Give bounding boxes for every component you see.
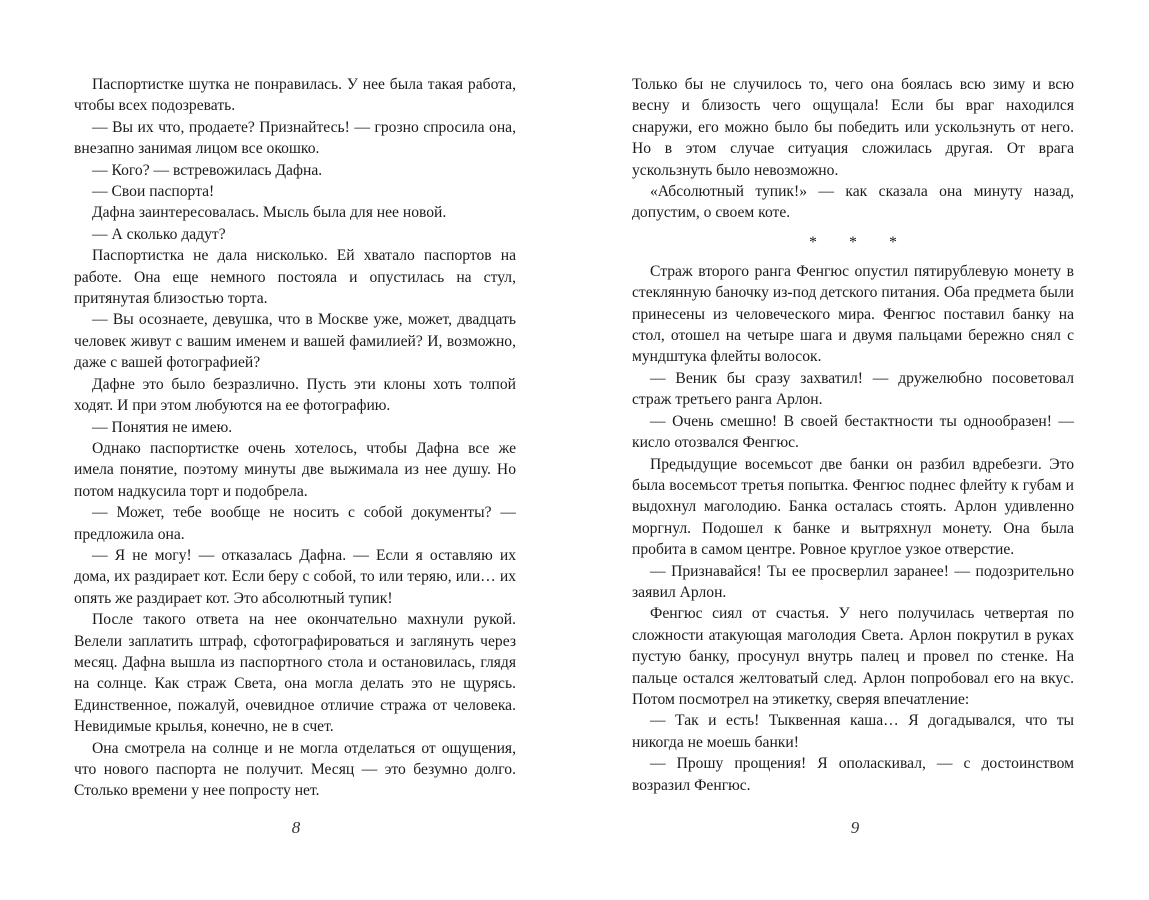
paragraph: Паспортистка не дала нисколько. Ей хватало паспортов на работе. Она еще немного постояла и опустилась на стул, притянутая близостью торта. [74, 247, 516, 308]
paragraph: — Вы осознаете, девушка, что в Москве уже, может, двадцать человек живут с вашим именем и вашей фамилией? И, возможно, даже с вашей фотографией? [74, 311, 516, 372]
paragraph: — Так и есть! Тыквенная каша… Я догадывался, что ты никогда не моешь банки! [632, 712, 1074, 751]
paragraph: — Признавайся! Ты ее просверлил заранее! — подозрительно заявил Арлон. [632, 562, 1074, 601]
paragraph: Предыдущие восемьсот две банки он разбил вдребезги. Это была восемьсот третья попытка. Фенгюс поднес флейту к губам и выдохнул маголодию. Банка осталась стоять. Арлон удивленно моргнул. Подошел к банке и вытряхнул монету. Она была пробита в самом центре. Ровное круглое узкое отверстие. [632, 455, 1074, 559]
paragraph: — Кого? — встревожилась Дафна. [92, 161, 323, 179]
paragraph: — Очень смешно! В своей бестактности ты однообразен! — кисло отозвался Фенгюс. [632, 412, 1074, 452]
paragraph: — Вы их что, продаете? Признайтесь! — грозно спросила она, внезапно занимая лицом все окошко. [74, 118, 516, 158]
paragraph: Страж второго ранга Фенгюс опустил пятирублевую монету в стеклянную баночку из-под детского питания. Оба предмета были принесены из человеческого мира. Фенгюс поставил банку на стол, отошел на четыре шага и двумя пальцами бережно снял с мундштука флейты волосок. [632, 262, 1074, 366]
left-page [74, 74, 516, 802]
paragraph: Однако паспортистке очень хотелось, чтобы Дафна все же имела понятие, поэтому минуты две выжимала из нее душу. Но потом надкусила торт и подобрела. [74, 439, 516, 500]
right-page [632, 74, 1074, 796]
page-number: 8 [291, 818, 301, 837]
paragraph: Дафна заинтересовалась. Мысль была для нее новой. [92, 204, 447, 222]
paragraph: — Веник бы сразу захватил! — дружелюбно посоветовал страж третьего ранга Арлон. [632, 369, 1074, 409]
continued-paragraph: Только бы не случилось то, чего она боялась всю зиму и всю весну и близость чего ощущала! Если бы враг находился снаружи, его можно было бы победить или ускользнуть от него. Но в этом случае ситуация сложилась другая. От врага ускользнуть было невозможно. [632, 76, 1074, 179]
paragraph: — Свои паспорта! [92, 183, 215, 201]
paragraph: Дафне это было безразлично. Пусть эти клоны хоть толпой ходят. И при этом любуются на ее фотографию. [74, 375, 516, 415]
paragraph: Паспортистке шутка не понравилась. У нее была такая работа, чтобы всех подозревать. [74, 76, 516, 115]
paragraph: — Может, тебе вообще не носить с собой документы? — предложила она. [74, 504, 516, 543]
paragraph: — Понятия не имею. [92, 418, 233, 436]
page-number: 9 [850, 818, 860, 837]
paragraph: Она смотрела на солнце и не могла отделаться от ощущения, что нового паспорта не получит. Месяц — это безумно долго. Столько времени у нее попросту нет. [74, 739, 516, 800]
paragraph: — Я не могу! — отказалась Дафна. — Если я оставляю их дома, их раздирает кот. Если беру с собой, то или теряю, или… их опять же раздирает кот. Это абсолютный тупик! [74, 546, 516, 607]
paragraph: После такого ответа на нее окончательно махнули рукой. Велели заплатить штраф, сфотографироваться и заглянуть через месяц. Дафна вышла из паспортного стола и остановилась, глядя на солнце. Как страж Света, она могла делать это не щурясь. Единственное, пожалуй, очевидное отличие стража от человека. Невидимые крылья, конечно, не в счет. [74, 611, 516, 736]
paragraph: «Абсолютный тупик!» — как сказала она минуту назад, допустим, о своем коте. [632, 183, 1074, 222]
section-break: * * * [809, 233, 911, 251]
paragraph: — А сколько дадут? [92, 225, 226, 243]
paragraph: Фенгюс сиял от счастья. У него получилась четвертая по сложности атакующая маголодия Света. Арлон покрутил в руках пустую банку, просунул внутрь палец и провел по стенке. На пальце остался желтоватый след. Арлон попробовал его на вкус. Потом посмотрел на этикетку, сверяя впечатление: [632, 605, 1074, 708]
paragraph: — Прошу прощения! Я ополаскивал, — с достоинством возразил Фенгюс. [632, 755, 1074, 794]
